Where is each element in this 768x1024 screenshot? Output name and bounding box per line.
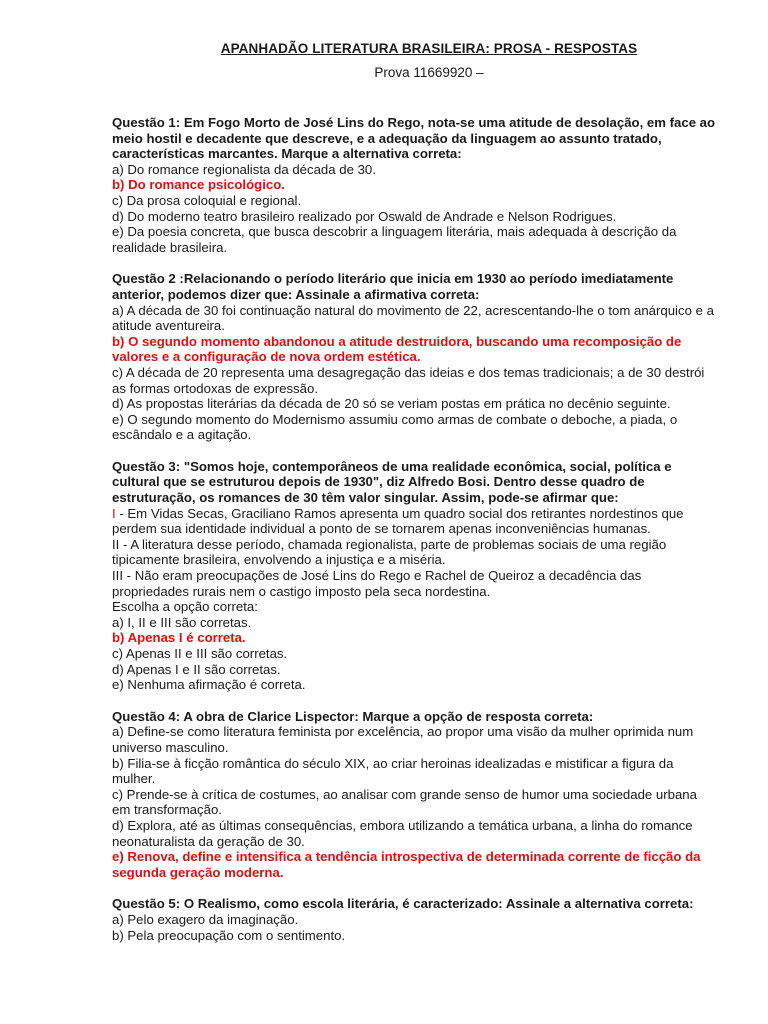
question-5 bbox=[112, 896, 716, 943]
answer-option-c: c) A década de 20 representa uma desagregação das ideias e dos temas tradicionais; a de 30 destrói as formas ortodoxas de expressão. bbox=[112, 364, 705, 396]
question-heading: Questão 2 :Relacionando o período literário que inicia em 1930 ao período imediatamente anterior, podemos dizer que: Assinale a afirmativa correta: bbox=[112, 271, 674, 302]
document-title: APANHADÃO LITERATURA BRASILEIRA: PROSA - RESPOSTAS bbox=[220, 41, 638, 56]
answer-option-b: b) Pela preocupação com o sentimento. bbox=[112, 927, 346, 943]
answer-option-e: e) Nenhuma afirmação é correta. bbox=[112, 677, 306, 693]
answer-option-d: d) As propostas literárias da década de 20 só se veriam postas em prática no decênio seguinte. bbox=[112, 396, 671, 412]
question-heading: Questão 5: O Realismo, como escola literária, é caracterizado: Assinale a alternativa correta: bbox=[112, 896, 694, 912]
question-heading: Questão 1: Em Fogo Morto de José Lins do Rego, nota-se uma atitude de desolação, em face ao meio hostil e decadente que descreve, e a adequação da linguagem ao assunto tratado, características marcantes. Marque a alternativa correta: bbox=[112, 115, 716, 162]
answer-option-d: d) Explora, até as últimas consequências, embora utilizando a temática urbana, a linha do romance neonaturalista da geração de 30. bbox=[112, 817, 693, 849]
question-list bbox=[112, 115, 716, 943]
answer-option-c: c) Apenas II e III são corretas. bbox=[112, 646, 288, 661]
question-heading: Questão 4: A obra de Clarice Lispector: Marque a opção de resposta correta: bbox=[112, 708, 594, 724]
answer-option-a: a) Do romance regionalista da década de 30. bbox=[112, 161, 376, 177]
statement-text: - Em Vidas Secas, Graciliano Ramos apresenta um quadro social dos retirantes nordestinos que perdem sua identidade individual a ponto de se tornarem apenas inconveniências humanas. bbox=[112, 505, 684, 537]
answer-option-b-correct: b) Do romance psicológico. bbox=[112, 177, 285, 193]
answer-option-e: e) O segundo momento do Modernismo assumiu como armas de combate o deboche, a piada, o escândalo e a agitação. bbox=[112, 411, 678, 443]
answer-option-a: a) I, II e III são corretas. bbox=[112, 614, 252, 630]
answer-option-b-correct: b) O segundo momento abandonou a atitude destruidora, buscando uma recomposição de valores e a configuração de nova ordem estética. bbox=[112, 333, 682, 365]
answer-option-d: d) Do moderno teatro brasileiro realizado por Oswald de Andrade e Nelson Rodrigues. bbox=[112, 208, 617, 224]
answer-option-a: a) Pelo exagero da imaginação. bbox=[112, 911, 299, 927]
statement-iii bbox=[112, 568, 716, 599]
question-2 bbox=[112, 271, 716, 443]
answer-option-c: c) Da prosa coloquial e regional. bbox=[112, 192, 302, 208]
answer-option-c: c) Prende-se à crítica de costumes, ao analisar com grande senso de humor uma sociedade urbana em transformação. bbox=[112, 786, 697, 818]
statement-i bbox=[112, 506, 716, 537]
answer-option-d: d) Apenas I e II são corretas. bbox=[112, 661, 281, 677]
statement-numeral: III bbox=[112, 568, 123, 584]
question-heading: Questão 3: "Somos hoje, contemporâneos de uma realidade econômica, social, política e cultural que se estruturou depois de 1930", diz Alfredo Bosi. Dentro desse quadro de estruturação, os romances de 30 têm valor singular. Assim, pode-se afirmar que: bbox=[112, 458, 672, 506]
question-prompt: Escolha a opção correta: bbox=[112, 599, 258, 615]
statement-text: - A literatura desse período, chamada regionalista, parte de problemas sociais de uma região tipicamente brasileira, envolvendo a injustiça e a miséria. bbox=[112, 536, 667, 568]
answer-option-e-correct: e) Renova, define e intensifica a tendência introspectiva de determinada corrente de ficção da segunda geração moderna. bbox=[112, 849, 701, 880]
answer-option-e: e) Da poesia concreta, que busca descobrir a linguagem literária, mais adequada à descrição da realidade brasileira. bbox=[112, 224, 677, 255]
statement-numeral: II bbox=[112, 536, 120, 552]
question-1 bbox=[112, 115, 716, 255]
statement-text: - Não eram preocupações de José Lins do Rego e Rachel de Queiroz a decadência das propriedades rurais nem o castigo imposto pela seca nordestina. bbox=[112, 568, 642, 599]
answer-option-a: a) A década de 30 foi continuação natural do movimento de 22, acrescentando-lhe o tom anárquico e a atitude aventureira. bbox=[112, 302, 714, 334]
question-4 bbox=[112, 709, 716, 881]
answer-option-a: a) Define-se como literatura feminista por excelência, ao propor uma visão da mulher oprimida num universo masculino. bbox=[112, 724, 694, 755]
answer-option-b-correct: b) Apenas I é correta. bbox=[112, 630, 246, 646]
statement-ii bbox=[112, 537, 716, 568]
document-subtitle: Prova 11669920 – bbox=[374, 65, 484, 80]
answer-option-b: b) Filia-se à ficção romântica do século XIX, ao criar heroinas idealizadas e mistificar a figura da mulher. bbox=[112, 755, 674, 787]
statement-numeral: I bbox=[112, 505, 116, 521]
question-3 bbox=[112, 459, 716, 693]
